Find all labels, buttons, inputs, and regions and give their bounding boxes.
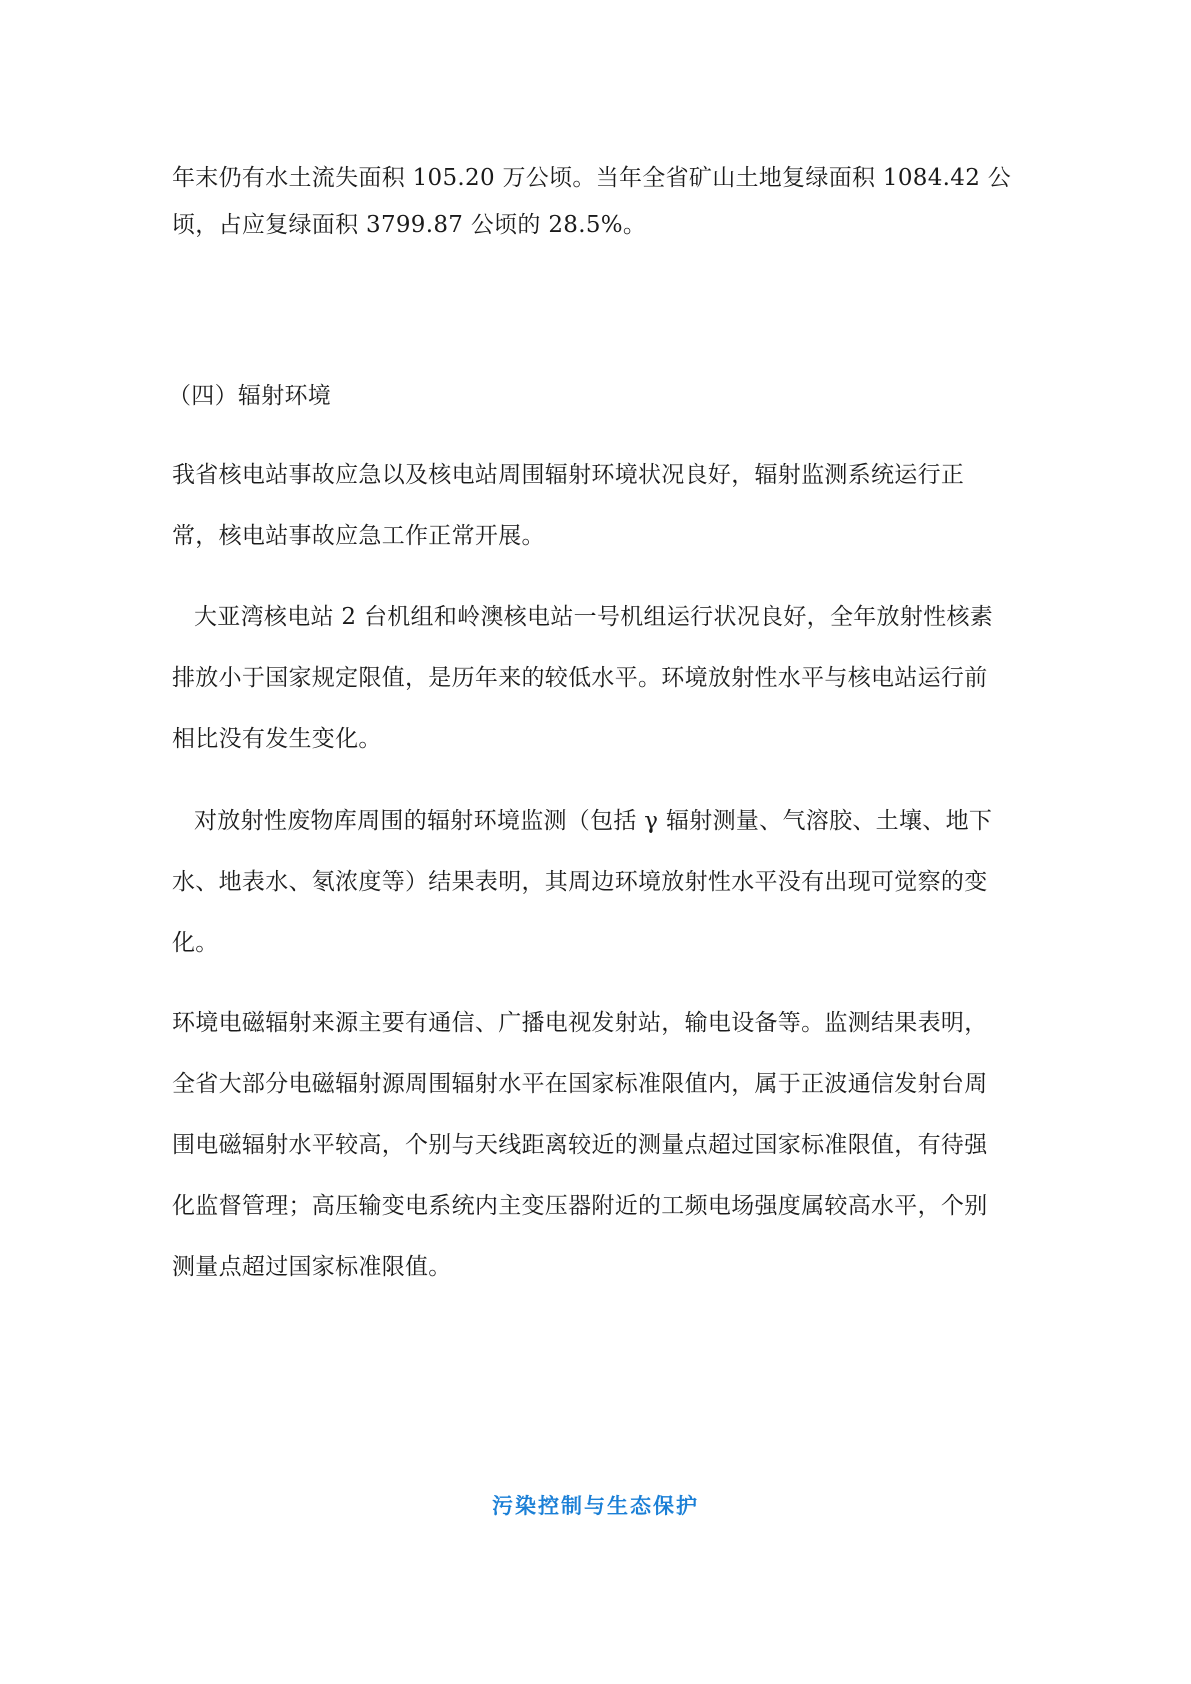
paragraph-line: 排放小于国家规定限值，是历年来的较低水平。环境放射性水平与核电站运行前 — [172, 665, 988, 691]
paragraph-line: 顷，占应复绿面积 3799.87 公顷的 28.5%。 — [172, 212, 647, 238]
paragraph-line: 相比没有发生变化。 — [172, 726, 382, 752]
paragraph-line: 水、地表水、氡浓度等）结果表明，其周边环境放射性水平没有出现可觉察的变 — [172, 869, 988, 895]
paragraph-line: 化监督管理；高压输变电系统内主变压器附近的工频电场强度属较高水平，个别 — [172, 1193, 988, 1219]
paragraph-line: 我省核电站事故应急以及核电站周围辐射环境状况良好，辐射监测系统运行正 — [172, 462, 965, 488]
paragraph-line: 对放射性废物库周围的辐射环境监测（包括 γ 辐射测量、气溶胶、土壤、地下 — [194, 808, 993, 834]
paragraph-line: 年末仍有水土流失面积 105.20 万公顷。当年全省矿山土地复绿面积 1084.42 公 — [172, 165, 1012, 191]
paragraph-line: 围电磁辐射水平较高，个别与天线距离较近的测量点超过国家标准限值，有待强 — [172, 1132, 988, 1158]
paragraph-line: 环境电磁辐射来源主要有通信、广播电视发射站，输电设备等。监测结果表明， — [172, 1010, 988, 1036]
paragraph-line: 全省大部分电磁辐射源周围辐射水平在国家标准限值内，属于正波通信发射台周 — [172, 1071, 988, 1097]
paragraph-line: 大亚湾核电站 2 台机组和岭澳核电站一号机组运行状况良好，全年放射性核素 — [194, 604, 994, 630]
paragraph-line: 常，核电站事故应急工作正常开展。 — [172, 523, 545, 549]
page-footer-title: 污染控制与生态保护 — [492, 1494, 699, 1518]
paragraph-line: 测量点超过国家标准限值。 — [172, 1254, 452, 1280]
section-heading: （四）辐射环境 — [168, 383, 332, 409]
paragraph-line: 化。 — [172, 930, 219, 956]
